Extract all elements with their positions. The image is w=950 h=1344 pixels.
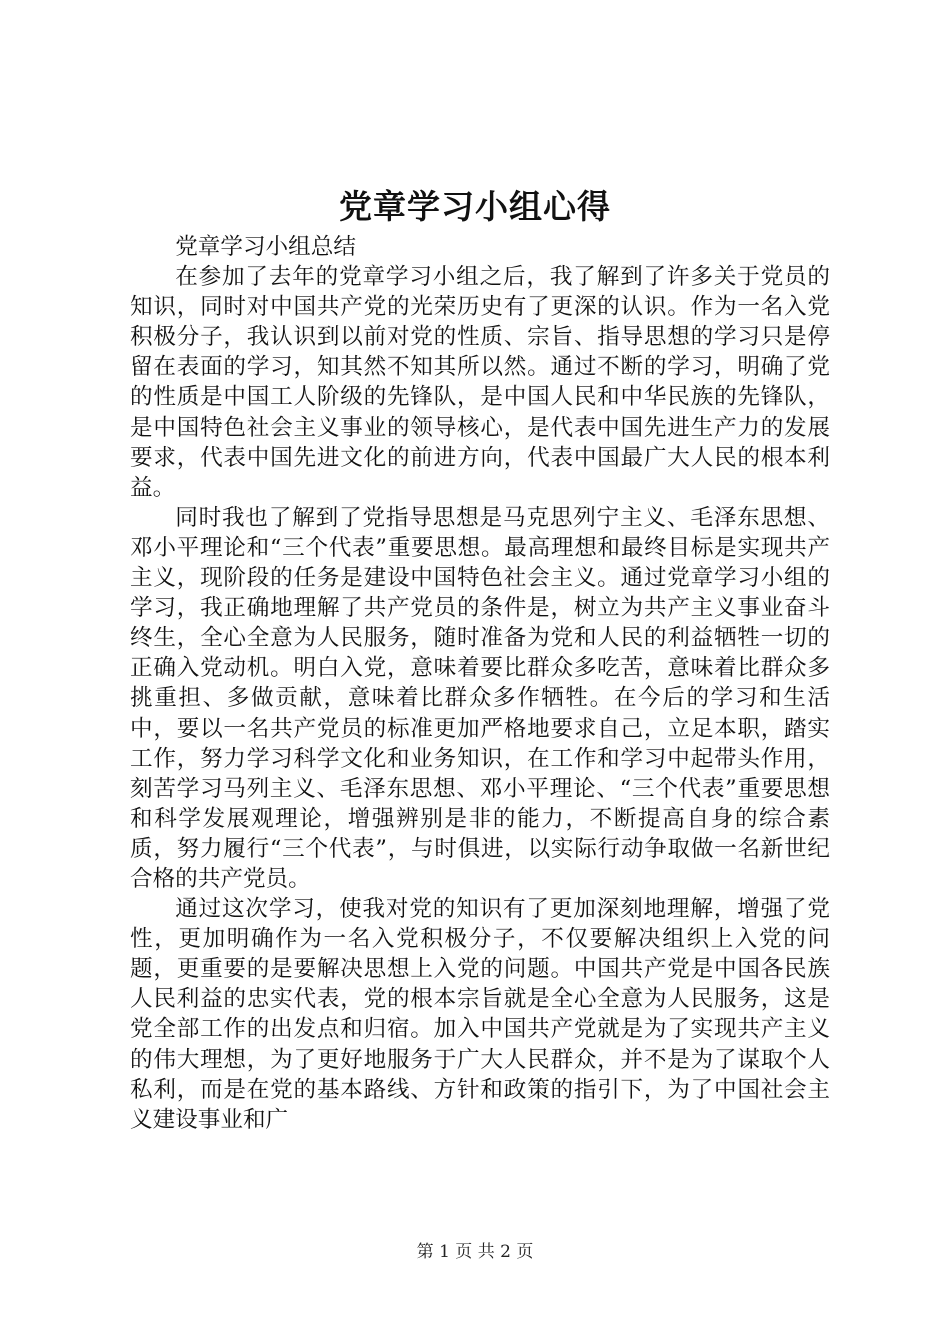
page-footer: 第 1 页 共 2 页: [416, 1242, 534, 1262]
document-subtitle: 党章学习小组总结: [175, 234, 356, 260]
paragraph: 通过这次学习，使我对党的知识有了更加深刻地理解，增强了党性，更加明确作为一名入党积极分子，不仅要解决组织上入党的问题，更重要的是要解决思想上入党的问题。中国共产党是中国各民族人民利益的忠实代表，党的根本宗旨就是全心全意为人民服务，这是党全部工作的出发点和归宿。加入中国共产党就是为了实现共产主义的伟大理想，为了更好地服务于广大人民群众，并不是为了谋取个人私利，而是在党的基本路线、方针和政策的指引下，为了中国社会主义建设事业和广: [130, 896, 830, 1133]
paragraph: 同时我也了解到了党指导思想是马克思列宁主义、毛泽东思想、邓小平理论和“三个代表”重要思想。最高理想和最终目标是实现共产主义，现阶段的任务是建设中国特色社会主义。通过党章学习小组的学习，我正确地理解了共产党员的条件是，树立为共产主义事业奋斗终生，全心全意为人民服务，随时准备为党和人民的利益牺牲一切的正确入党动机。明白入党，意味着要比群众多吃苦，意味着比群众多挑重担、多做贡献，意味着比群众多作牺牲。在今后的学习和生活中，要以一名共产党员的标准更加严格地要求自己，立足本职，踏实工作，努力学习科学文化和业务知识，在工作和学习中起带头作用，刻苦学习马列主义、毛泽东思想、邓小平理论、“三个代表”重要思想和科学发展观理论，增强辨别是非的能力，不断提高自身的综合素质，努力履行“三个代表”，与时俱进，以实际行动争取做一名新世纪合格的共产党员。: [130, 504, 830, 892]
document-title: 党章学习小组心得: [339, 187, 611, 226]
paragraph: 在参加了去年的党章学习小组之后，我了解到了许多关于党员的知识，同时对中国共产党的光荣历史有了更深的认识。作为一名入党积极分子，我认识到以前对党的性质、宗旨、指导思想的学习只是停留在表面的学习，知其然不知其所以然。通过不断的学习，明确了党的性质是中国工人阶级的先锋队，是中国人民和中华民族的先锋队，是中国特色社会主义事业的领导核心，是代表中国先进生产力的发展要求，代表中国先进文化的前进方向，代表中国最广大人民的根本利益。: [130, 264, 830, 501]
document-body: [130, 232, 830, 1135]
